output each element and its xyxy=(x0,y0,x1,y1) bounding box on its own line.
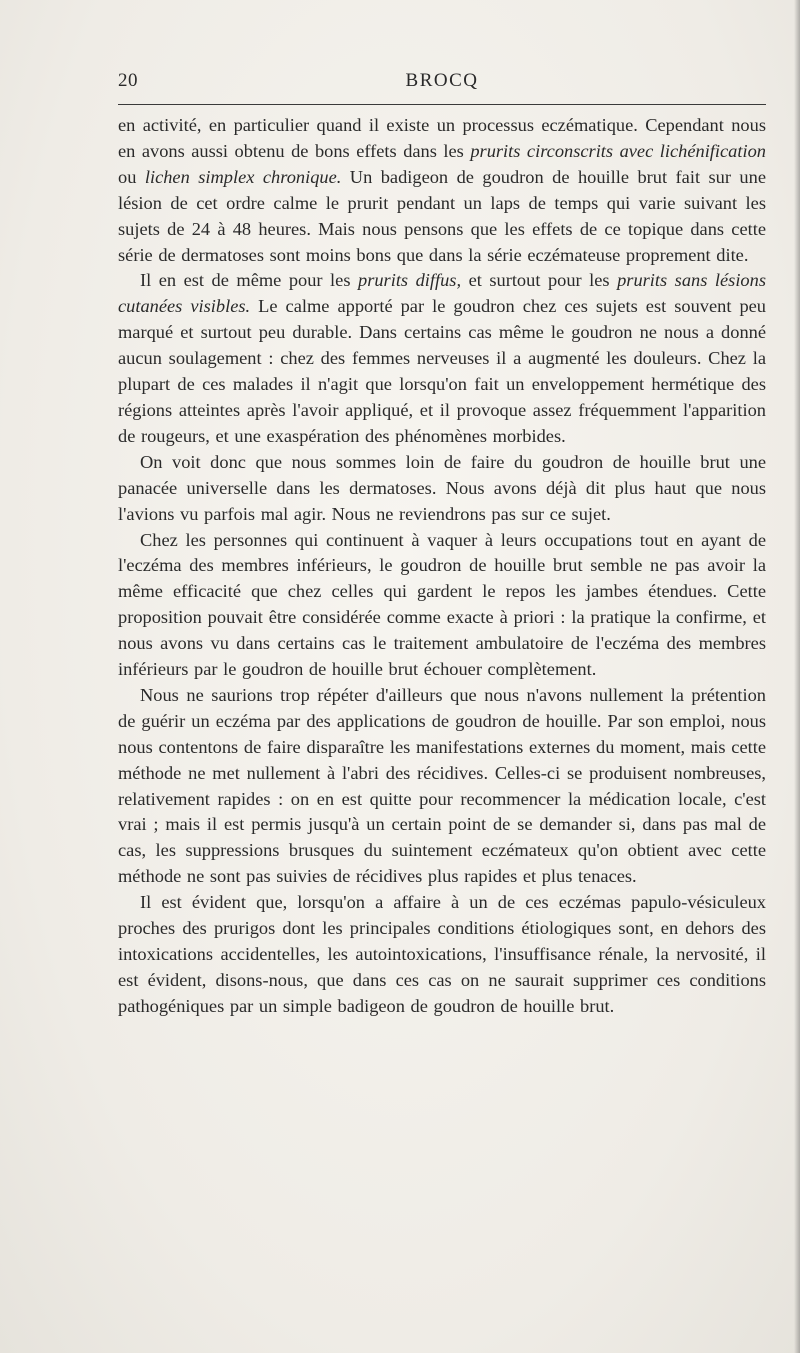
running-head: BROCQ xyxy=(405,70,479,91)
paragraph-text: Il en est de même pour les xyxy=(140,270,358,291)
paragraph-text: en activité, en particulier quand il existe un processus eczématique. Cependant nous en avons aussi obtenu de bons effets dans les xyxy=(118,115,766,161)
paragraph-text: Il est évident que, lorsqu'on a affaire à un de ces eczémas papulo-vésiculeux proches des prurigos dont les principales conditions étiologiques sont, en dehors des intoxications accidentelles, les autointoxications, l'insuffisance rénale, la nervosité, il est évident, disons-nous, que dans ces cas on ne saurait supprimer ces conditions pathogéniques par un simple badigeon de goudron de houille brut. xyxy=(118,892,766,1016)
italic-term: prurits diffus, xyxy=(358,270,462,291)
paragraph xyxy=(118,113,766,268)
paragraph-text: Le calme apporté par le goudron chez ces sujets est souvent peu marqué et surtout peu durable. Dans certains cas même le goudron ne nous a donné aucun soulagement : chez des femmes nerveuses il a augmenté les douleurs. Chez la plupart de ces malades il n'agit que lorsqu'on fait un enveloppement hermétique des régions atteintes après l'avoir appliqué, et il provoque assez fréquemment l'apparition de rougeurs, et une exaspération des phénomènes morbides. xyxy=(118,296,767,446)
paragraph-text: ou xyxy=(118,166,145,187)
paragraph xyxy=(118,268,766,449)
italic-term: lichen simplex chronique. xyxy=(144,166,342,187)
paragraph xyxy=(118,890,766,1020)
paragraph-text: Un badigeon de goudron de houille brut fait sur une lésion de cet ordre calme le prurit pendant un laps de temps qui varie suivant les sujets de 24 à 48 heures. Mais nous pensons que les effets de ce topique dans cette série de dermatoses sont moins bons que dans la série eczémateuse proprement dite. xyxy=(118,166,766,265)
italic-term: prurits circonscrits avec lichénification xyxy=(470,140,766,161)
paragraph-text: On voit donc que nous sommes loin de faire du goudron de houille brut une panacée universelle dans les dermatoses. Nous avons déjà dit plus haut que nous l'avions vu parfois mal agir. Nous ne reviendrons pas sur ce sujet. xyxy=(118,451,766,524)
paragraph-text: Nous ne saurions trop répéter d'ailleurs que nous n'avons nullement la prétention de guérir un eczéma par des applications de goudron de houille. Par son emploi, nous nous contentons de faire disparaître les manifestations externes du moment, mais cette méthode ne met nullement à l'abri des récidives. Celles-ci se produisent nombreuses, relativement rapides : on en est quitte pour recommencer la médication locale, c'est vrai ; mais il est permis jusqu'à un certain point de se demander si, dans pas mal de cas, les suppressions brusques du suintement eczémateux qu'on obtient avec cette méthode ne sont pas suivies de récidives plus rapides et plus tenaces. xyxy=(118,684,766,887)
page-header xyxy=(118,70,766,96)
paragraph xyxy=(118,683,766,890)
page-edge-shadow xyxy=(794,0,800,1353)
paragraph xyxy=(118,450,766,528)
italic-term: prurits sans lésions cutanées visibles. xyxy=(118,270,766,317)
body-text xyxy=(118,113,766,1020)
header-rule xyxy=(118,104,766,105)
paragraph-text: Chez les personnes qui continuent à vaquer à leurs occupations tout en ayant de l'eczéma des membres inférieurs, le goudron de houille brut semble ne pas avoir la même efficacité que chez celles qui gardent le repos les jambes étendues. Cette proposition pouvait être considérée comme exacte à priori : la pratique la confirme, et nous avons vu dans certains cas le traitement ambulatoire de l'eczéma des membres inférieurs par le goudron de houille brut échouer complètement. xyxy=(118,529,766,680)
paragraph-text: et surtout pour les xyxy=(461,270,618,291)
page-number: 20 xyxy=(118,70,138,91)
paragraph xyxy=(118,528,766,683)
